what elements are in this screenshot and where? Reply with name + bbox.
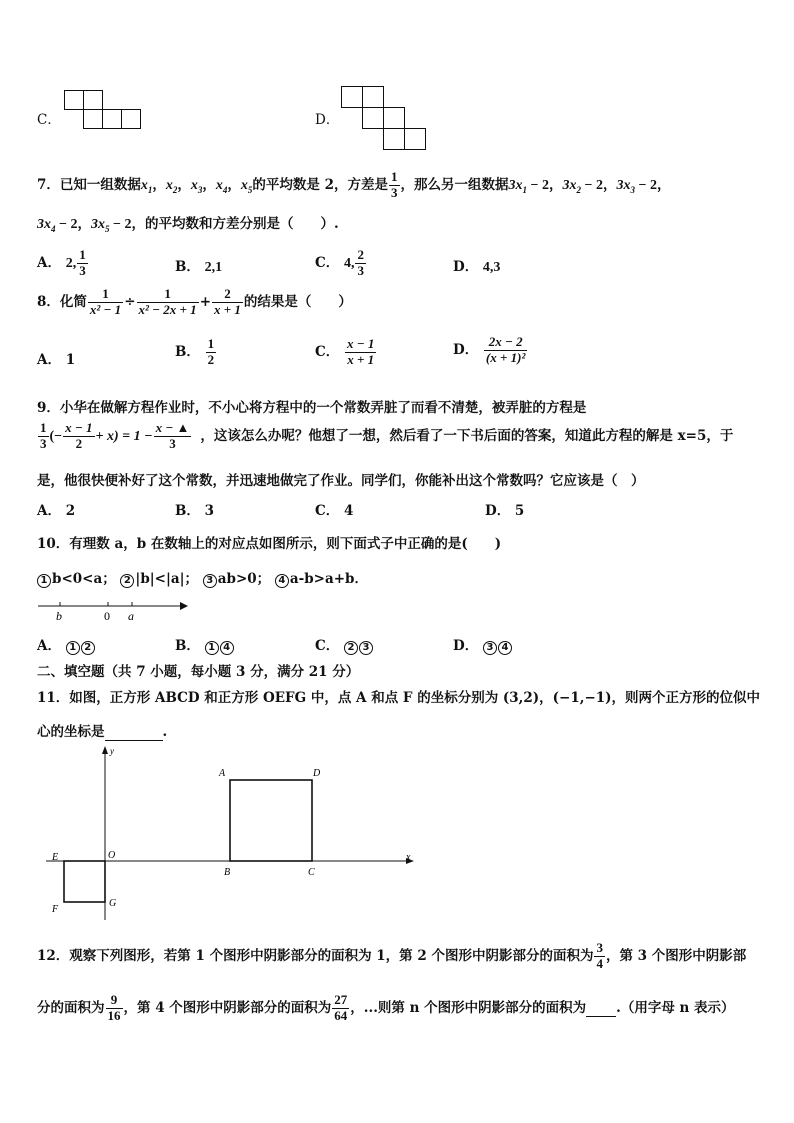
q9-fraction-smudged: $\frac{x - ▲}{3}$ (155, 420, 190, 451)
net-square (342, 87, 363, 108)
q12-text: ，第 4 个图形中阴影部分的面积为 (123, 999, 332, 1016)
q12-stem-line1 (37, 941, 746, 972)
y-axis-arrow (102, 746, 108, 754)
q9-eq-part: + x) = 1 − (95, 428, 153, 444)
q7-sep: ， (656, 176, 671, 193)
q8-plus-sign: + (199, 293, 211, 310)
q7-sep: ， (131, 216, 145, 232)
label-b: B (224, 867, 231, 878)
circled-number: 1 (37, 574, 51, 588)
label-b: b (56, 609, 62, 623)
q10-option-a[interactable]: A． 1 2 (37, 634, 96, 655)
q8-option-b[interactable]: B． $\frac{1}{2}$ (175, 336, 215, 367)
label-o: O (108, 850, 116, 861)
q7-expr-1: $3x_1 - 2$ (508, 177, 549, 195)
q9-option-b[interactable]: B． 3 (175, 503, 215, 519)
q7-var-x4: $x_4$ (215, 177, 228, 195)
q12-text: 分的面积为 (37, 999, 105, 1016)
q9-fraction-third: $\frac{1}{3}$ (40, 420, 47, 451)
net-square (405, 129, 426, 150)
circled-number: 2 (120, 574, 134, 588)
q11-answer-blank[interactable] (105, 724, 163, 741)
option-fraction: $\frac{2}{3}$ (357, 247, 364, 278)
option-fraction: $\frac{1}{2}$ (207, 336, 215, 367)
q12-text: ，...则第 n 个图形中阴影部分的面积为 (350, 999, 587, 1016)
q7-expr-2: $3x_2 - 2$ (562, 177, 603, 195)
q8-text: 的结果是（ ） (243, 293, 352, 310)
q7-var-x3: $x_3$ (190, 177, 203, 195)
net-square (363, 108, 384, 129)
q9-option-a[interactable]: A． 2 (37, 503, 76, 519)
net-square (65, 91, 84, 110)
q10-statement-4: a-b>a+b． (289, 571, 368, 587)
q7-stem-line2 (37, 212, 339, 234)
q7-sep: ， (177, 176, 191, 193)
option-fraction: $\frac{2x - 2}{\text{(x + 1)²}}$ (485, 334, 526, 365)
q7-sep: ， (152, 176, 166, 193)
q7-var-x2: $x_2$ (165, 177, 178, 195)
q11-stem-line2 (37, 720, 167, 741)
q9-eq-part: (− (49, 428, 63, 444)
q11-coordinate-figure (40, 744, 420, 922)
label-a: A (219, 768, 226, 779)
label-a: a (128, 609, 134, 623)
q11-period: . (162, 724, 168, 740)
section-2-title: 二、填空题（共 7 小题，每小题 3 分，满分 21 分） (37, 664, 360, 680)
net-square (363, 87, 384, 108)
q6-option-d-net-figure (341, 86, 436, 152)
q7-text: 7．已知一组数据 (37, 176, 141, 193)
net-square (84, 91, 103, 110)
q12-fraction-27-64: $\frac{27}{64}$ (334, 992, 348, 1023)
q7-expr-4: $3x_4 - 2$ (37, 217, 78, 234)
number-line-arrow (180, 602, 188, 610)
q7-text: 的平均数是 2，方差是 (252, 176, 388, 193)
q7-text: 的平均数和方差分别是（ ）. (144, 216, 339, 232)
q9-option-d[interactable]: D． 5 (485, 503, 525, 519)
label-f: F (52, 904, 59, 915)
q8-text: 8．化简 (37, 293, 87, 310)
q6-option-d-label: D． (315, 112, 340, 128)
net-square (103, 110, 122, 129)
q8-option-d[interactable]: D． $\frac{2x - 2}{\text{(x + 1)²}}$ (453, 334, 526, 365)
q10-statements (37, 567, 368, 588)
q7-expr-5: $3x_5 - 2$ (90, 217, 132, 234)
q12-text: .（用字母 n 表示） (616, 999, 735, 1016)
q12-fraction-3-4: $\frac{3}{4}$ (596, 940, 603, 971)
q7-var-x1: $x_1$ (140, 177, 153, 195)
option-fraction: $\frac{1}{3}$ (79, 247, 86, 278)
q7-sep: ， (548, 176, 563, 193)
q7-option-a[interactable]: A． 2, $\frac{1}{3}$ (37, 247, 86, 278)
q11-stem-line1: 11．如图，正方形 ABCD 和正方形 OEFG 中，点 A 和点 F 的坐标分别为 (3,2)，(−1,−1)，则两个正方形的位似中 (37, 690, 761, 706)
q12-fraction-9-16: $\frac{9}{16}$ (107, 992, 121, 1023)
q7-sep: ， (602, 176, 617, 193)
circled-number: 4 (275, 574, 289, 588)
q10-stem: 10．有理数 a，b 在数轴上的对应点如图所示，则下面式子中正确的是( ) (37, 536, 502, 552)
q9-option-c[interactable]: C． 4 (315, 503, 354, 519)
q9-stem-line1: 9．小华在做解方程作业时，不小心将方程中的一个常数弄脏了而看不清楚，被弄脏的方程是 (37, 400, 587, 416)
q11-text: 心的坐标是 (37, 724, 105, 740)
q6-option-c-net-figure (64, 90, 144, 130)
q8-option-a[interactable]: A． 1 (37, 352, 76, 368)
q10-option-c[interactable]: C． 2 3 (315, 634, 374, 655)
q9-text: ，这该怎么办呢？他想了一想，然后看了一下书后面的答案，知道此方程的解是 x=5，于 (200, 427, 734, 444)
net-square (384, 129, 405, 150)
option-fraction: $\frac{x - 1}{x + 1}$ (346, 336, 375, 367)
q10-number-line (36, 596, 192, 624)
q7-var-x5: $x_5$ (240, 177, 253, 195)
q12-text: ，第 3 个图形中阴影部 (605, 947, 747, 964)
q7-option-b[interactable]: B． 2,1 (175, 259, 223, 275)
q6-option-c-label: C． (37, 112, 61, 128)
label-e: E (52, 852, 59, 863)
q7-option-c[interactable]: C． 4, $\frac{2}{3}$ (315, 247, 364, 278)
label-c: C (308, 867, 315, 878)
label-g: G (109, 898, 117, 909)
circled-number: 3 (203, 574, 217, 588)
q7-text: ，那么另一组数据 (400, 176, 509, 193)
q7-sep: ， (202, 176, 216, 193)
q9-fraction-half: $\frac{x - 1}{2}$ (65, 420, 93, 451)
q9-stem-line2 (37, 421, 733, 452)
q10-statement-3: ab>0； (217, 571, 271, 587)
label-0: 0 (104, 609, 110, 623)
q8-div-sign: ÷ (124, 293, 136, 310)
square-abcd (230, 780, 312, 861)
q8-stem (37, 287, 352, 318)
q9-stem-line3: 是，他很快便补好了这个常数，并迅速地做完了作业。同学们，你能补出这个常数吗？它应该是（ ） (37, 473, 645, 489)
q12-answer-blank[interactable] (586, 1000, 616, 1017)
q7-stem-line1 (37, 170, 670, 201)
q7-expr-3: $3x_3 - 2$ (616, 177, 657, 195)
q8-fraction-3: $\frac{2}{x + 1}$ (214, 286, 241, 317)
q12-stem-line2 (37, 993, 735, 1024)
q10-statement-2: |b|<|a|； (135, 571, 199, 587)
q8-option-c[interactable]: C． $\frac{x - 1}{x + 1}$ (315, 336, 375, 367)
net-square (84, 110, 103, 129)
net-square (122, 110, 141, 129)
q7-option-d[interactable]: D． 4,3 (453, 259, 501, 275)
square-oefg (64, 861, 105, 902)
q7-variance-fraction: $\frac{1}{3}$ (391, 169, 398, 200)
q10-option-b[interactable]: B． 1 4 (175, 634, 235, 655)
label-x: x (406, 852, 411, 863)
net-square (384, 108, 405, 129)
label-d: D (313, 768, 321, 779)
q7-sep: ， (77, 216, 91, 232)
q7-sep: ， (227, 176, 241, 193)
q8-fraction-2: $\frac{1}{\text{x² − 2x + 1}}$ (138, 286, 197, 317)
q12-text: 12．观察下列图形，若第 1 个图形中阴影部分的面积为 1，第 2 个图形中阴影部分的面积为 (37, 947, 594, 964)
q10-statement-1: b<0<a； (52, 571, 116, 587)
q8-fraction-1: $\frac{1}{\text{x² − 1}}$ (89, 286, 122, 317)
q10-option-d[interactable]: D． 3 4 (453, 634, 513, 655)
label-y: y (110, 746, 114, 756)
